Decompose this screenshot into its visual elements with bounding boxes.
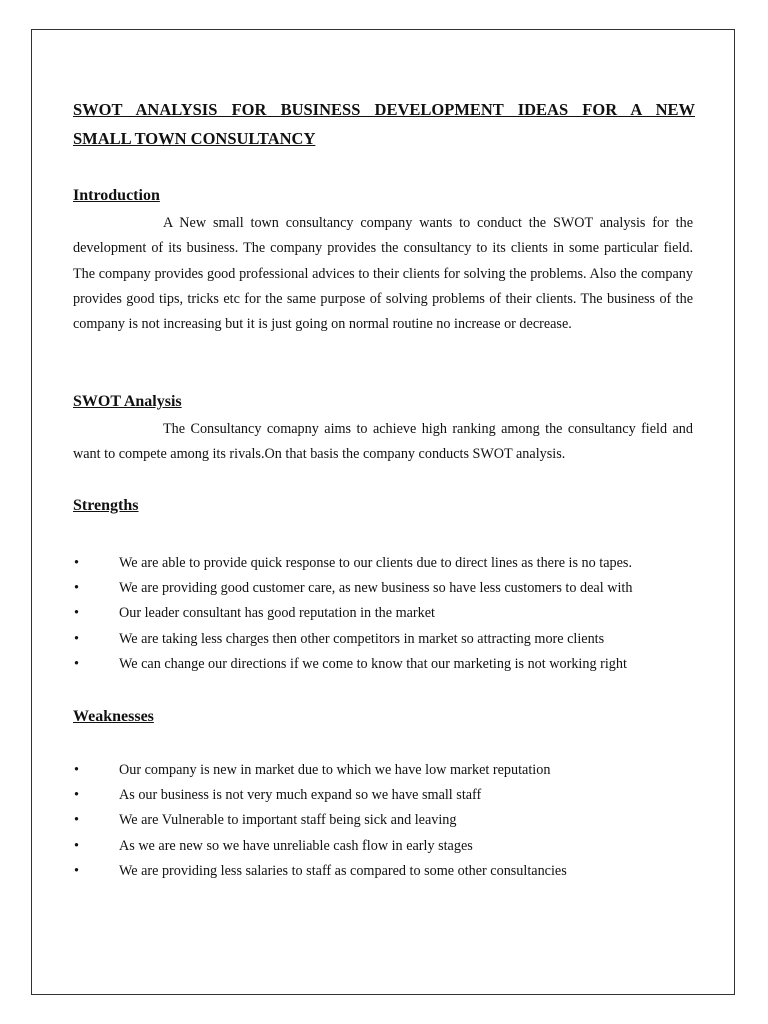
bullet-icon: • <box>74 837 79 854</box>
title-line-1: SWOT ANALYSIS FOR BUSINESS DEVELOPMENT IDEAS FOR A NEW <box>73 100 695 119</box>
weaknesses-heading: Weaknesses <box>73 708 154 725</box>
weaknesses-list <box>73 758 703 884</box>
bullet-icon: • <box>74 812 79 829</box>
list-item: • Our leader consultant has good reputation in the market <box>73 601 703 626</box>
document-title <box>73 95 695 153</box>
list-item: • As our business is not very much expand so we have small staff <box>73 783 703 808</box>
bullet-icon: • <box>74 787 79 804</box>
list-item: • We are providing good customer care, as new business so have less customers to deal with <box>73 576 703 601</box>
bullet-icon: • <box>74 655 79 672</box>
list-item: • We are able to provide quick response to our clients due to direct lines as there is no tapes. <box>73 551 703 576</box>
list-item: • We are taking less charges then other competitors in market so attracting more clients <box>73 627 703 652</box>
swot-analysis-paragraph: The Consultancy comapny aims to achieve high ranking among the consultancy field and want to compete among its rivals.On that basis the company conducts SWOT analysis. <box>73 421 693 463</box>
introduction-heading: Introduction <box>73 187 160 204</box>
strengths-list <box>73 551 703 677</box>
list-item: • As we are new so we have unreliable cash flow in early stages <box>73 834 703 859</box>
bullet-icon: • <box>74 630 79 647</box>
bullet-icon: • <box>74 862 79 879</box>
list-item: • Our company is new in market due to which we have low market reputation <box>73 758 703 783</box>
title-line-2: SMALL TOWN CONSULTANCY <box>73 129 316 148</box>
bullet-icon: • <box>74 762 79 778</box>
list-item: • We are Vulnerable to important staff being sick and leaving <box>73 808 703 833</box>
list-item: • We can change our directions if we come to know that our marketing is not working right <box>73 652 703 677</box>
swot-analysis-heading: SWOT Analysis <box>73 393 182 410</box>
strengths-heading: Strengths <box>73 497 139 514</box>
list-item: • We are providing less salaries to staff as compared to some other consultancies <box>73 859 703 884</box>
bullet-icon: • <box>74 555 79 571</box>
introduction-paragraph: A New small town consultancy company wants to conduct the SWOT analysis for the development of its business. The company provides the consultancy to its clients in some particular field. The company provides good professional advices to their clients for solving the problems. Also the company provides good tips, tricks etc for the same purpose of solving problems of their clients. The business of the company is not increasing but it is just going on normal routine no increase or decrease. <box>73 215 693 333</box>
bullet-icon: • <box>74 580 79 597</box>
bullet-icon: • <box>74 605 79 622</box>
